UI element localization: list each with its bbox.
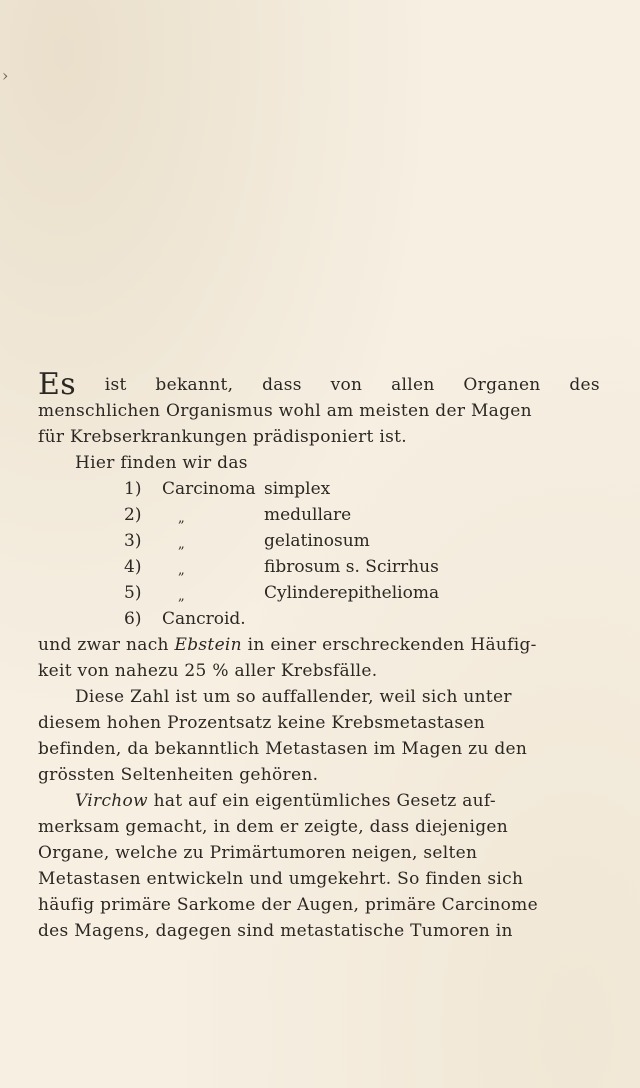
para2-line-2: diesem hohen Prozentsatz keine Krebsmetastasen — [38, 713, 485, 733]
intro-line-1 — [38, 367, 600, 402]
para2-line-1: Diese Zahl ist um so auffallender, weil sich unter — [75, 687, 512, 707]
para3-line-1: Virchow hat auf ein eigentümliches Gesetz auf- — [75, 791, 496, 811]
para1-line-2: keit von nahezu 25 % aller Krebsfälle. — [38, 661, 378, 681]
intro-line-4: Hier finden wir das — [75, 453, 248, 473]
margin-mark: › — [2, 66, 9, 85]
ditto-mark: „ — [178, 563, 185, 578]
list-item: 2) „ medullare — [38, 502, 600, 528]
author-name: Virchow — [75, 791, 148, 811]
ditto-mark: „ — [178, 589, 185, 604]
drop-cap-word: Es — [38, 367, 76, 402]
word: ist — [104, 375, 127, 395]
intro-line-2: menschlichen Organismus wohl am meisten der Magen — [38, 401, 532, 421]
word: des — [569, 375, 600, 395]
para2-line-4: grössten Seltenheiten gehören. — [38, 765, 319, 785]
tumor-list — [38, 476, 600, 632]
word: allen — [391, 375, 435, 395]
para3-line-3: Organe, welche zu Primärtumoren neigen, selten — [38, 843, 478, 863]
para3-line-4: Metastasen entwickeln und umgekehrt. So finden sich — [38, 869, 524, 889]
para1-line-1: und zwar nach Ebstein in einer erschreckenden Häufig- — [38, 635, 537, 655]
para3-line-2: merksam gemacht, in dem er zeigte, dass diejenigen — [38, 817, 509, 837]
word: dass — [262, 375, 302, 395]
list-item: 1) Carcinoma simplex — [124, 479, 331, 499]
word: von — [330, 375, 363, 395]
para3-line-6: des Magens, dagegen sind metastatische Tumoren in — [38, 921, 513, 941]
ditto-mark: „ — [178, 511, 185, 526]
list-item: 5) „ Cylinderepithelioma — [38, 580, 600, 606]
para2-line-3: befinden, da bekanntlich Metastasen im Magen zu den — [38, 739, 528, 759]
list-item: 4) „ fibrosum s. Scirrhus — [38, 554, 600, 580]
word: Organen — [463, 375, 541, 395]
ditto-mark: „ — [178, 537, 185, 552]
list-item: 3) „ gelatinosum — [38, 528, 600, 554]
list-item: 6) Cancroid. — [124, 609, 246, 629]
intro-line-3: für Krebserkrankungen prädisponiert ist. — [38, 427, 407, 447]
author-name: Ebstein — [174, 635, 242, 655]
text-block — [38, 367, 600, 944]
para3-line-5: häufig primäre Sarkome der Augen, primäre Carcinome — [38, 895, 538, 915]
word: bekannt, — [155, 375, 234, 395]
